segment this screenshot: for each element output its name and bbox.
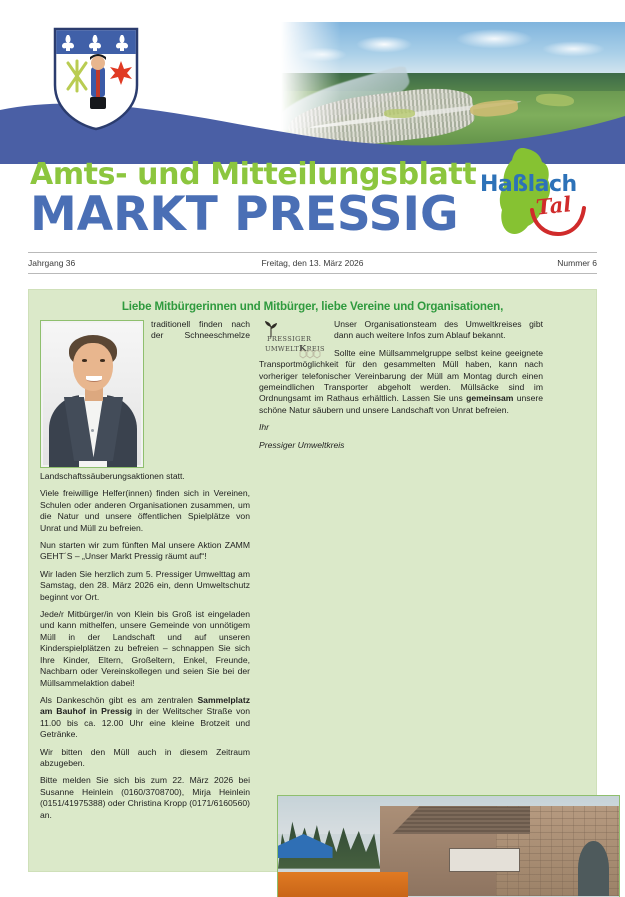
right-p2-tail: unsere schöne Natur säubern und unsere Landschaft von Unrat befreien. xyxy=(259,393,543,415)
article-panel xyxy=(28,289,597,872)
left-paragraph-3: Nun starten wir zum fünften Mal unsere Aktion ZAMM GEHT´S – „Unser Markt Pressig räumt auf“! xyxy=(40,540,250,562)
umweltkreis-umwelt: UMWELT xyxy=(265,345,299,353)
group-photo xyxy=(277,795,620,897)
signature-line-1: Ihr xyxy=(259,422,270,433)
portrait-smile xyxy=(86,376,102,382)
left-paragraph-1: traditionell finden nach der Schneeschmelze Landschaftssäuberungsaktionen statt. xyxy=(40,319,250,481)
thanks-after: in der Welitscher Straße von 11.00 bis ca. 12.00 Uhr eine kleine Brotzeit und Getränke. xyxy=(40,706,250,740)
red-swoosh-icon xyxy=(530,206,590,240)
umweltkreis-line1: PRESSIGER xyxy=(267,335,312,343)
mayor-portrait-photo xyxy=(40,320,144,468)
hasslachtal-tal: Tal xyxy=(534,191,573,220)
umweltkreis-k: K xyxy=(298,344,307,354)
coat-of-arms-icon xyxy=(53,27,139,131)
group-photo-tent xyxy=(277,834,333,858)
masthead xyxy=(0,0,625,248)
left-paragraph-4: Wir laden Sie herzlich zum 5. Pressiger Umwelttag am Samstag, den 28. März 2026 ein, denn Umweltschutz beginnt vor Ort. xyxy=(40,568,250,602)
photo-sky xyxy=(281,22,625,78)
article-left-column xyxy=(40,319,250,821)
honeycomb-icon xyxy=(299,349,321,361)
portrait-button xyxy=(91,429,94,432)
group-photo-people xyxy=(278,883,619,897)
left-paragraph-2: Viele freiwillige Helfer(innen) finden sich in Vereinen, Schulen oder anderen Organisationen zusammen, um die Natur und unsere öffentlichen Spielplätze von Unrat und Müll zu befreien. xyxy=(40,488,250,533)
umweltkreis-reis: REIS xyxy=(306,345,325,353)
publication-subtitle: Amts- und Mitteilungsblatt xyxy=(30,157,477,192)
hasslachtal-name: Haßlach xyxy=(480,172,577,197)
left-paragraph-7: Bitte melden Sie sich bis zum 22. März 2026 bei Susanne Heinlein (0160/3708700), Mirja Heinlein (0151/41975388) oder Christina Kropp (0171/6160560) an. xyxy=(40,775,250,820)
portrait-face xyxy=(73,343,113,391)
thanks-before: Als Dankeschön gibt es am zentralen xyxy=(40,694,198,705)
issue-info-bar xyxy=(28,252,597,274)
issue-date: Freitag, den 13. März 2026 xyxy=(261,258,364,268)
article-right-column xyxy=(259,319,543,821)
issue-number: Nummer 6 xyxy=(557,258,597,268)
group-photo-noticeboard xyxy=(449,848,521,872)
right-paragraph-1: Unser Organisationsteam des Umweltkreises gibt dann auch weitere Infos zum Ablauf bekannt. xyxy=(334,319,543,341)
publication-title: MARKT PRESSIG xyxy=(30,187,459,242)
article-columns xyxy=(29,319,596,821)
left-paragraph-thanks xyxy=(40,695,250,741)
hasslachtal-logo xyxy=(478,148,598,248)
article-heading: Liebe Mitbürgerinnen und Mitbürger, liebe Vereine und Organisationen, xyxy=(121,300,504,313)
issue-volume: Jahrgang 36 xyxy=(28,258,76,268)
umweltkreis-logo xyxy=(259,321,327,359)
right-p2-text: Sollte eine Müllsammelgruppe selbst keine geeignete Transportmöglichkeit für den gesammelten Müll haben, kann nach vorheriger telefonischer Vereinbarung der Müll am Montag durch einen gemeindlichen Transporter abgeholt werden. Müllsäcke sind im Ordnungsamt im Rathaus erhältlich. Lassen Sie uns xyxy=(259,347,543,404)
right-bold-gemeinsam: gemeinsam xyxy=(466,393,514,404)
thanks-location-bold: Sammelplatz am Bauhof in Pressig xyxy=(40,694,250,717)
masthead-title xyxy=(30,157,477,242)
portrait-eye xyxy=(82,359,87,362)
signature-line-2: Pressiger Umweltkreis xyxy=(259,439,345,450)
left-paragraph-5: Jede/r Mitbürger/in von Klein bis Groß ist eingeladen und kann mithelfen, unsere Gemeinde von unnötigem Müll in der Landschaft und auf unseren Kinderspielplätzen zu befreien – schnappen Sie sich Ihre Kinder, Eltern, Großeltern, Enkel, Freunde, Nachbarn oder Vereinskollegen und seien Sie bei der Müllsammelaktion dabei! xyxy=(40,609,250,688)
portrait-eye xyxy=(100,359,105,362)
left-paragraph-6: Wir bitten den Müll auch in diesem Zeitraum abzugeben. xyxy=(40,746,250,768)
